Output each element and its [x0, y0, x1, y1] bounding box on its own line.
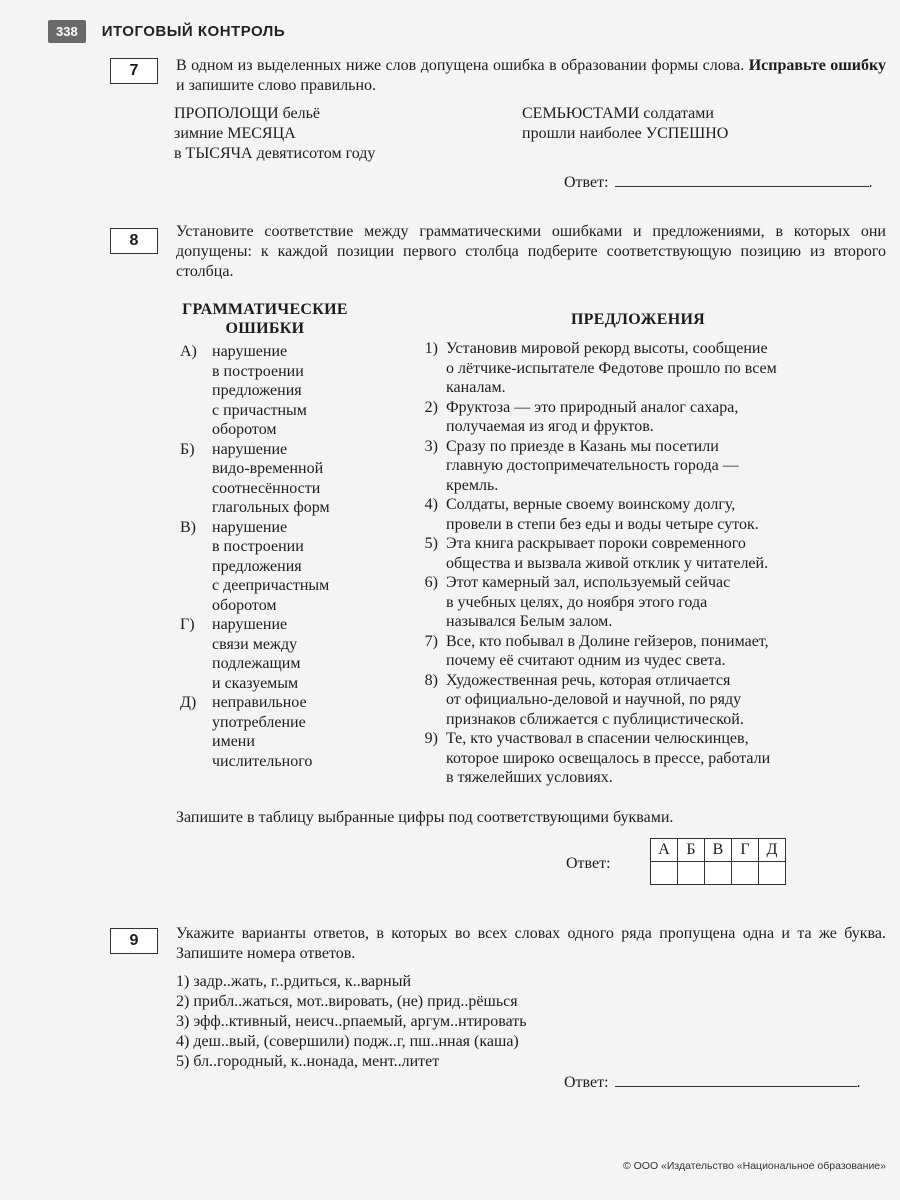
error-text: [212, 518, 390, 616]
sentence-text-line: Этот камерный зал, используемый сейчас: [446, 574, 731, 591]
word-phrase: прошли наиболее УСПЕШНО: [522, 125, 729, 142]
sentence-label: 7): [424, 632, 438, 650]
sentence-label: 9): [424, 730, 438, 747]
error-label: А): [180, 343, 197, 360]
answer-table-cell[interactable]: [759, 862, 786, 885]
error-text: [212, 440, 390, 518]
sentence-text-line: Солдаты, верные своему воинскому долгу,: [446, 496, 736, 513]
task-number-box: 8: [110, 228, 158, 254]
sentence-text: [446, 495, 888, 534]
error-text-line: неправильное: [212, 694, 307, 711]
task-7-question: В одном из выделенных ниже слов допущена ошибка в образовании формы слова. Исправьте ошибку и запишите слово правильно.: [176, 57, 886, 94]
section-title: ИТОГОВЫЙ КОНТРОЛЬ: [101, 22, 286, 40]
error-text-line: подлежащим: [212, 655, 301, 672]
error-text: [212, 615, 390, 693]
task-8-question: Установите соответствие между грамматическими ошибками и предложениями, в которых они допущены: к каждой позиции первого столбца подберите соответствующую позицию из второго столбца.: [176, 223, 886, 280]
option-item: 4) деш..вый, (совершили) подж..г, пш..нная (каша): [176, 1033, 519, 1050]
sentence-text-line: Сразу по приезде в Казань мы посетили: [446, 437, 719, 455]
sentence-text: [446, 729, 888, 788]
sentence-text: [446, 339, 888, 398]
error-text-line: употребление: [212, 713, 306, 731]
error-text-line: нарушение: [212, 440, 288, 458]
copyright-footer: © ООО «Издательство «Национальное образование»: [622, 1160, 886, 1172]
errors-column-header: ГРАММАТИЧЕСКИЕ ОШИБКИ: [182, 301, 348, 337]
sentences-column-header: ПРЕДЛОЖЕНИЯ: [570, 311, 706, 328]
sentence-text-line: от официально-деловой и научной, по ряду: [446, 691, 742, 708]
error-item: [180, 518, 390, 616]
sentence-item: [408, 339, 888, 398]
sentence-item: [408, 437, 888, 496]
error-text-line: предложения: [212, 382, 302, 399]
sentence-text: [446, 671, 888, 730]
error-item: [180, 440, 390, 518]
error-text-line: оборотом: [212, 421, 277, 438]
task-8-answer-table: [650, 838, 786, 885]
sentence-text: [446, 398, 888, 437]
error-label: Б): [180, 440, 195, 458]
sentence-label: 3): [424, 437, 438, 455]
sentence-label: 5): [424, 535, 438, 552]
error-text-line: глагольных форм: [212, 499, 330, 516]
task-8-instruction: Запишите в таблицу выбранные цифры под соответствующими буквами.: [176, 809, 674, 826]
page-number: 338: [48, 20, 86, 43]
sentences-column: [408, 310, 888, 788]
error-text-line: нарушение: [212, 616, 288, 633]
error-text-line: оборотом: [212, 596, 277, 614]
sentence-item: [408, 632, 888, 671]
word-phrase: ПРОПОЛОЩИ бельё: [174, 105, 321, 122]
sentence-label: 8): [424, 671, 438, 689]
sentence-label: 6): [424, 574, 438, 591]
answer-label: Ответ:: [564, 1074, 609, 1091]
sentence-item: [408, 495, 888, 534]
error-text-line: имени: [212, 733, 255, 750]
sentence-text-line: Эта книга раскрывает пороки современного: [446, 535, 746, 552]
word-phrase: зимние МЕСЯЦА: [174, 125, 296, 142]
sentence-label: 1): [424, 340, 438, 357]
error-item: [180, 615, 390, 693]
answer-table-header: Г: [732, 839, 759, 862]
option-item: 2) прибл..жаться, мот..вировать, (не) прид..рёшься: [176, 993, 518, 1010]
sentence-text-line: назывался Белым залом.: [446, 613, 613, 630]
answer-table-cell[interactable]: [705, 862, 732, 885]
error-text-line: числительного: [212, 752, 313, 770]
sentence-text-line: главную достопримечательность города —: [446, 457, 739, 474]
answer-table-header: Б: [678, 839, 705, 862]
task-9-options: [176, 972, 527, 1072]
answer-table-cell[interactable]: [732, 862, 759, 885]
sentence-text-line: кремль.: [446, 476, 499, 494]
task-9: [110, 924, 886, 1104]
answer-field[interactable]: [615, 170, 869, 187]
error-text-line: в построении: [212, 362, 304, 380]
task-7-words-left: [174, 104, 375, 164]
sentence-text-line: о лётчике-испытателе Федотове прошло по всем: [446, 359, 777, 377]
sentence-text: [446, 632, 888, 671]
sentence-text-line: общества и вызвала живой отклик у читателей.: [446, 554, 769, 572]
sentence-text-line: Художественная речь, которая отличается: [446, 671, 731, 689]
sentence-text-line: каналам.: [446, 379, 506, 396]
error-text: [212, 693, 390, 771]
task-8: [110, 222, 886, 832]
sentence-item: [408, 534, 888, 573]
option-item: 5) бл..городный, к..нонада, мент..литет: [176, 1053, 440, 1070]
sentence-text-line: Установив мировой рекорд высоты, сообщение: [446, 340, 768, 357]
error-label: Д): [180, 694, 197, 711]
error-label: В): [180, 518, 196, 536]
sentence-item: [408, 398, 888, 437]
word-phrase: СЕМЬЮСТАМИ солдатами: [522, 105, 714, 122]
error-text-line: с причастным: [212, 401, 307, 419]
sentence-text-line: признаков сближается с публицистической.: [446, 710, 744, 728]
error-label: Г): [180, 616, 195, 633]
sentence-label: 4): [424, 496, 438, 513]
sentence-text-line: Фруктоза — это природный аналог сахара,: [446, 398, 739, 416]
answer-table-header: А: [651, 839, 678, 862]
sentence-text-line: почему её считают одним из чудес света.: [446, 652, 726, 669]
task-number-box: 9: [110, 928, 158, 954]
error-text-line: предложения: [212, 557, 302, 575]
task-7-words-right: [522, 104, 728, 144]
error-item: [180, 342, 390, 440]
sentence-item: [408, 671, 888, 730]
error-text: [212, 342, 390, 440]
task-9-answer: Ответ: .: [564, 1070, 861, 1092]
sentence-text-line: получаемая из ягод и фруктов.: [446, 418, 654, 435]
emphasis: Исправьте ошибку: [748, 57, 886, 74]
sentence-text-line: Те, кто участвовал в спасении челюскинцев,: [446, 730, 749, 747]
option-item: 3) эфф..ктивный, неисч..рпаемый, аргум..нтировать: [176, 1013, 527, 1030]
error-text-line: видо-временной: [212, 460, 324, 477]
task-9-question: Укажите варианты ответов, в которых во всех словах одного ряда пропущена одна и та же буква. Запишите номера ответов.: [176, 925, 886, 962]
sentence-text: [446, 534, 888, 573]
error-text-line: с деепричастным: [212, 577, 330, 594]
sentence-text-line: в учебных целях, до ноября этого года: [446, 593, 708, 611]
task-7: [110, 56, 886, 196]
sentence-text: [446, 437, 888, 496]
error-item: [180, 693, 390, 771]
answer-field[interactable]: [615, 1070, 857, 1087]
answer-table-header: В: [705, 839, 732, 862]
task-7-answer: Ответ: .: [564, 170, 873, 192]
sentence-text-line: которое широко освещалось в прессе, работали: [446, 749, 771, 767]
option-item: 1) задр..жать, г..рдиться, к..варный: [176, 973, 412, 990]
error-text-line: соотнесённости: [212, 479, 321, 497]
error-text-line: нарушение: [212, 518, 288, 536]
sentence-label: 2): [424, 398, 438, 416]
errors-column: [180, 300, 390, 771]
answer-label: Ответ:: [564, 174, 609, 191]
sentence-item: [408, 729, 888, 788]
answer-table-cell[interactable]: [651, 862, 678, 885]
error-text-line: связи между: [212, 635, 298, 653]
sentence-text-line: в тяжелейших условиях.: [446, 769, 613, 786]
answer-table-header: Д: [759, 839, 786, 862]
page-header: [48, 18, 285, 44]
error-text-line: в построении: [212, 538, 304, 555]
task-number-box: 7: [110, 58, 158, 84]
word-phrase: в ТЫСЯЧА девятисотом году: [174, 145, 376, 162]
sentence-item: [408, 573, 888, 632]
answer-table-cell[interactable]: [678, 862, 705, 885]
task-8-answer-label: Ответ:: [566, 855, 611, 872]
sentence-text-line: Все, кто побывал в Долине гейзеров, понимает,: [446, 632, 769, 650]
error-text-line: и сказуемым: [212, 674, 299, 692]
sentence-text-line: провели в степи без еды и воды четыре суток.: [446, 515, 759, 533]
error-text-line: нарушение: [212, 343, 288, 360]
sentence-text: [446, 573, 888, 632]
